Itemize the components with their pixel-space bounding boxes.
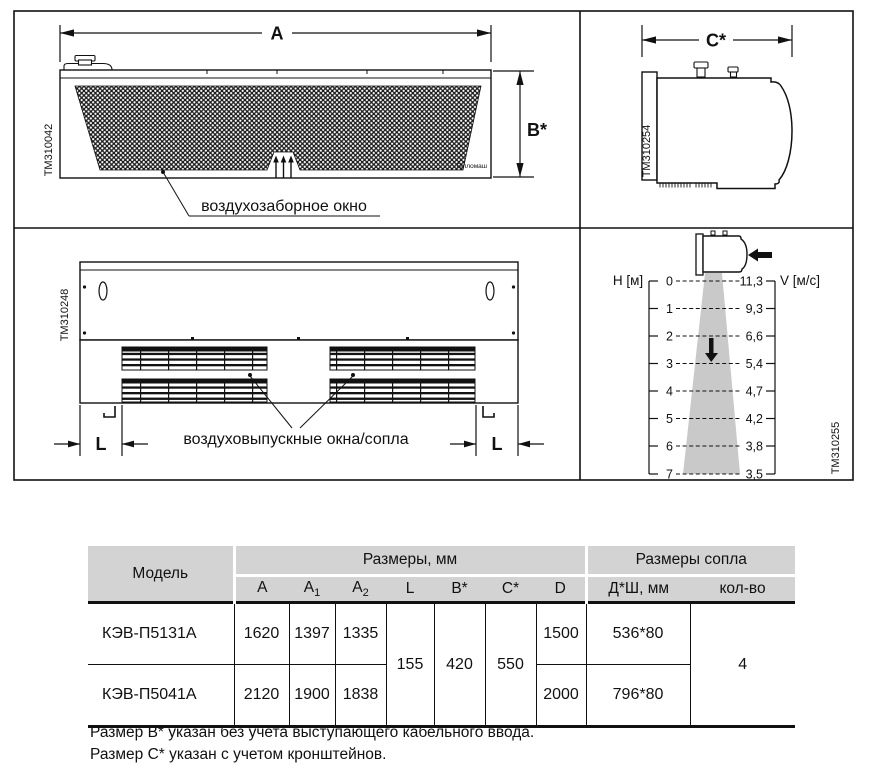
h-tick: 4 [666,384,673,399]
outlet-windows-label: воздуховыпускные окна/сопла [183,431,409,448]
airflow-diagram [613,231,842,482]
h-tick: 5 [666,412,673,426]
tm-code-airflow: TM310255 [830,421,842,475]
value-a: 1620 [234,603,289,665]
dim-b-label: B* [527,120,548,140]
column-header-qty: кол-во [690,576,795,603]
footnote-b: Размер B* указан без учета выступающего кабельного ввода. [90,724,535,741]
bracket-hook-right [483,406,494,417]
value-d: 1500 [536,603,586,665]
v-value: 11,3 [739,274,763,289]
v-value: 9,3 [745,302,763,316]
h-axis [649,281,658,474]
intake-window-label: воздухозаборное окно [201,198,367,215]
brand-logo: Тепломаш [455,163,487,170]
column-header-model: Модель [88,546,234,603]
column-header-a: A [234,576,289,603]
value-qty-merged: 4 [690,603,795,727]
value-d: 2000 [536,665,586,727]
front-view-panel [43,24,547,217]
h-axis-label: H [м] [612,273,644,288]
value-a: 2120 [234,665,289,727]
intake-direction-arrow [748,249,772,262]
v-value: 3,5 [745,467,763,482]
side-view-panel [641,25,792,189]
model-cell: КЭВ-П5041А [88,665,234,727]
footnotes [90,722,534,766]
value-a1: 1397 [289,603,335,665]
h-tick: 2 [666,329,673,344]
footnote-c: Размер C* указан с учетом кронштейнов. [90,746,387,763]
v-value: 5,4 [745,357,763,371]
dimensions-table [88,546,795,728]
h-tick-labels [666,275,673,482]
column-header-b: B* [434,576,485,603]
value-c-merged: 550 [485,603,536,727]
h-tick: 3 [666,357,673,371]
column-header-a1: $A_1$ [289,576,335,603]
h-tick: 6 [666,439,673,454]
v-value-labels [740,275,763,482]
v-value: 6,6 [745,329,763,344]
column-group-nozzle: Размеры сопла [586,546,795,576]
dim-l-left-label: L [95,434,107,454]
side-unit [642,62,792,189]
value-nozzle: 536*80 [586,603,690,665]
column-group-dimensions: Размеры, мм [234,546,586,576]
slot-left [99,282,107,300]
column-header-a2: $A_2$ [335,576,386,603]
value-b-merged: 420 [434,603,485,727]
v-value: 4,7 [745,384,763,399]
dim-c-label: C* [705,30,727,51]
rear-panel [80,262,518,340]
h-tick: 7 [666,467,673,482]
side-gland-2 [728,67,738,72]
tm-code-front: TM310042 [43,123,55,177]
dim-a-label: A [270,23,284,44]
v-axis-label: V [м/с] [780,273,821,288]
airflow-up-arrows [273,156,294,179]
side-unit-body [657,78,792,189]
h-tick: 1 [666,302,673,316]
table-row [88,603,795,665]
column-header-c: C* [485,576,536,603]
value-a2: 1838 [335,665,386,727]
value-a2: 1335 [335,603,386,665]
dim-l-right-label: L [491,434,503,454]
v-value: 3,8 [745,439,763,454]
slot-right [486,282,494,300]
bracket-hook-left [104,406,115,417]
tm-code-side: TM310254 [641,124,653,178]
side-gland-1 [694,62,708,68]
model-cell: КЭВ-П5131А [88,603,234,665]
value-nozzle: 796*80 [586,665,690,727]
column-header-l: L [386,576,434,603]
airflow-unit-pictogram [696,231,747,275]
bottom-view-panel [54,262,544,456]
v-axis [766,281,775,474]
cable-gland-body [79,60,92,65]
column-header-d: D [536,576,586,603]
value-l-merged: 155 [386,603,434,727]
h-tick: 0 [666,274,673,289]
tm-code-bottom: TM310248 [59,288,71,342]
v-value: 4,2 [745,412,763,426]
column-header-nozzle-size: Д*Ш, мм [586,576,690,603]
value-a1: 1900 [289,665,335,727]
air-jet-cone [683,273,740,474]
